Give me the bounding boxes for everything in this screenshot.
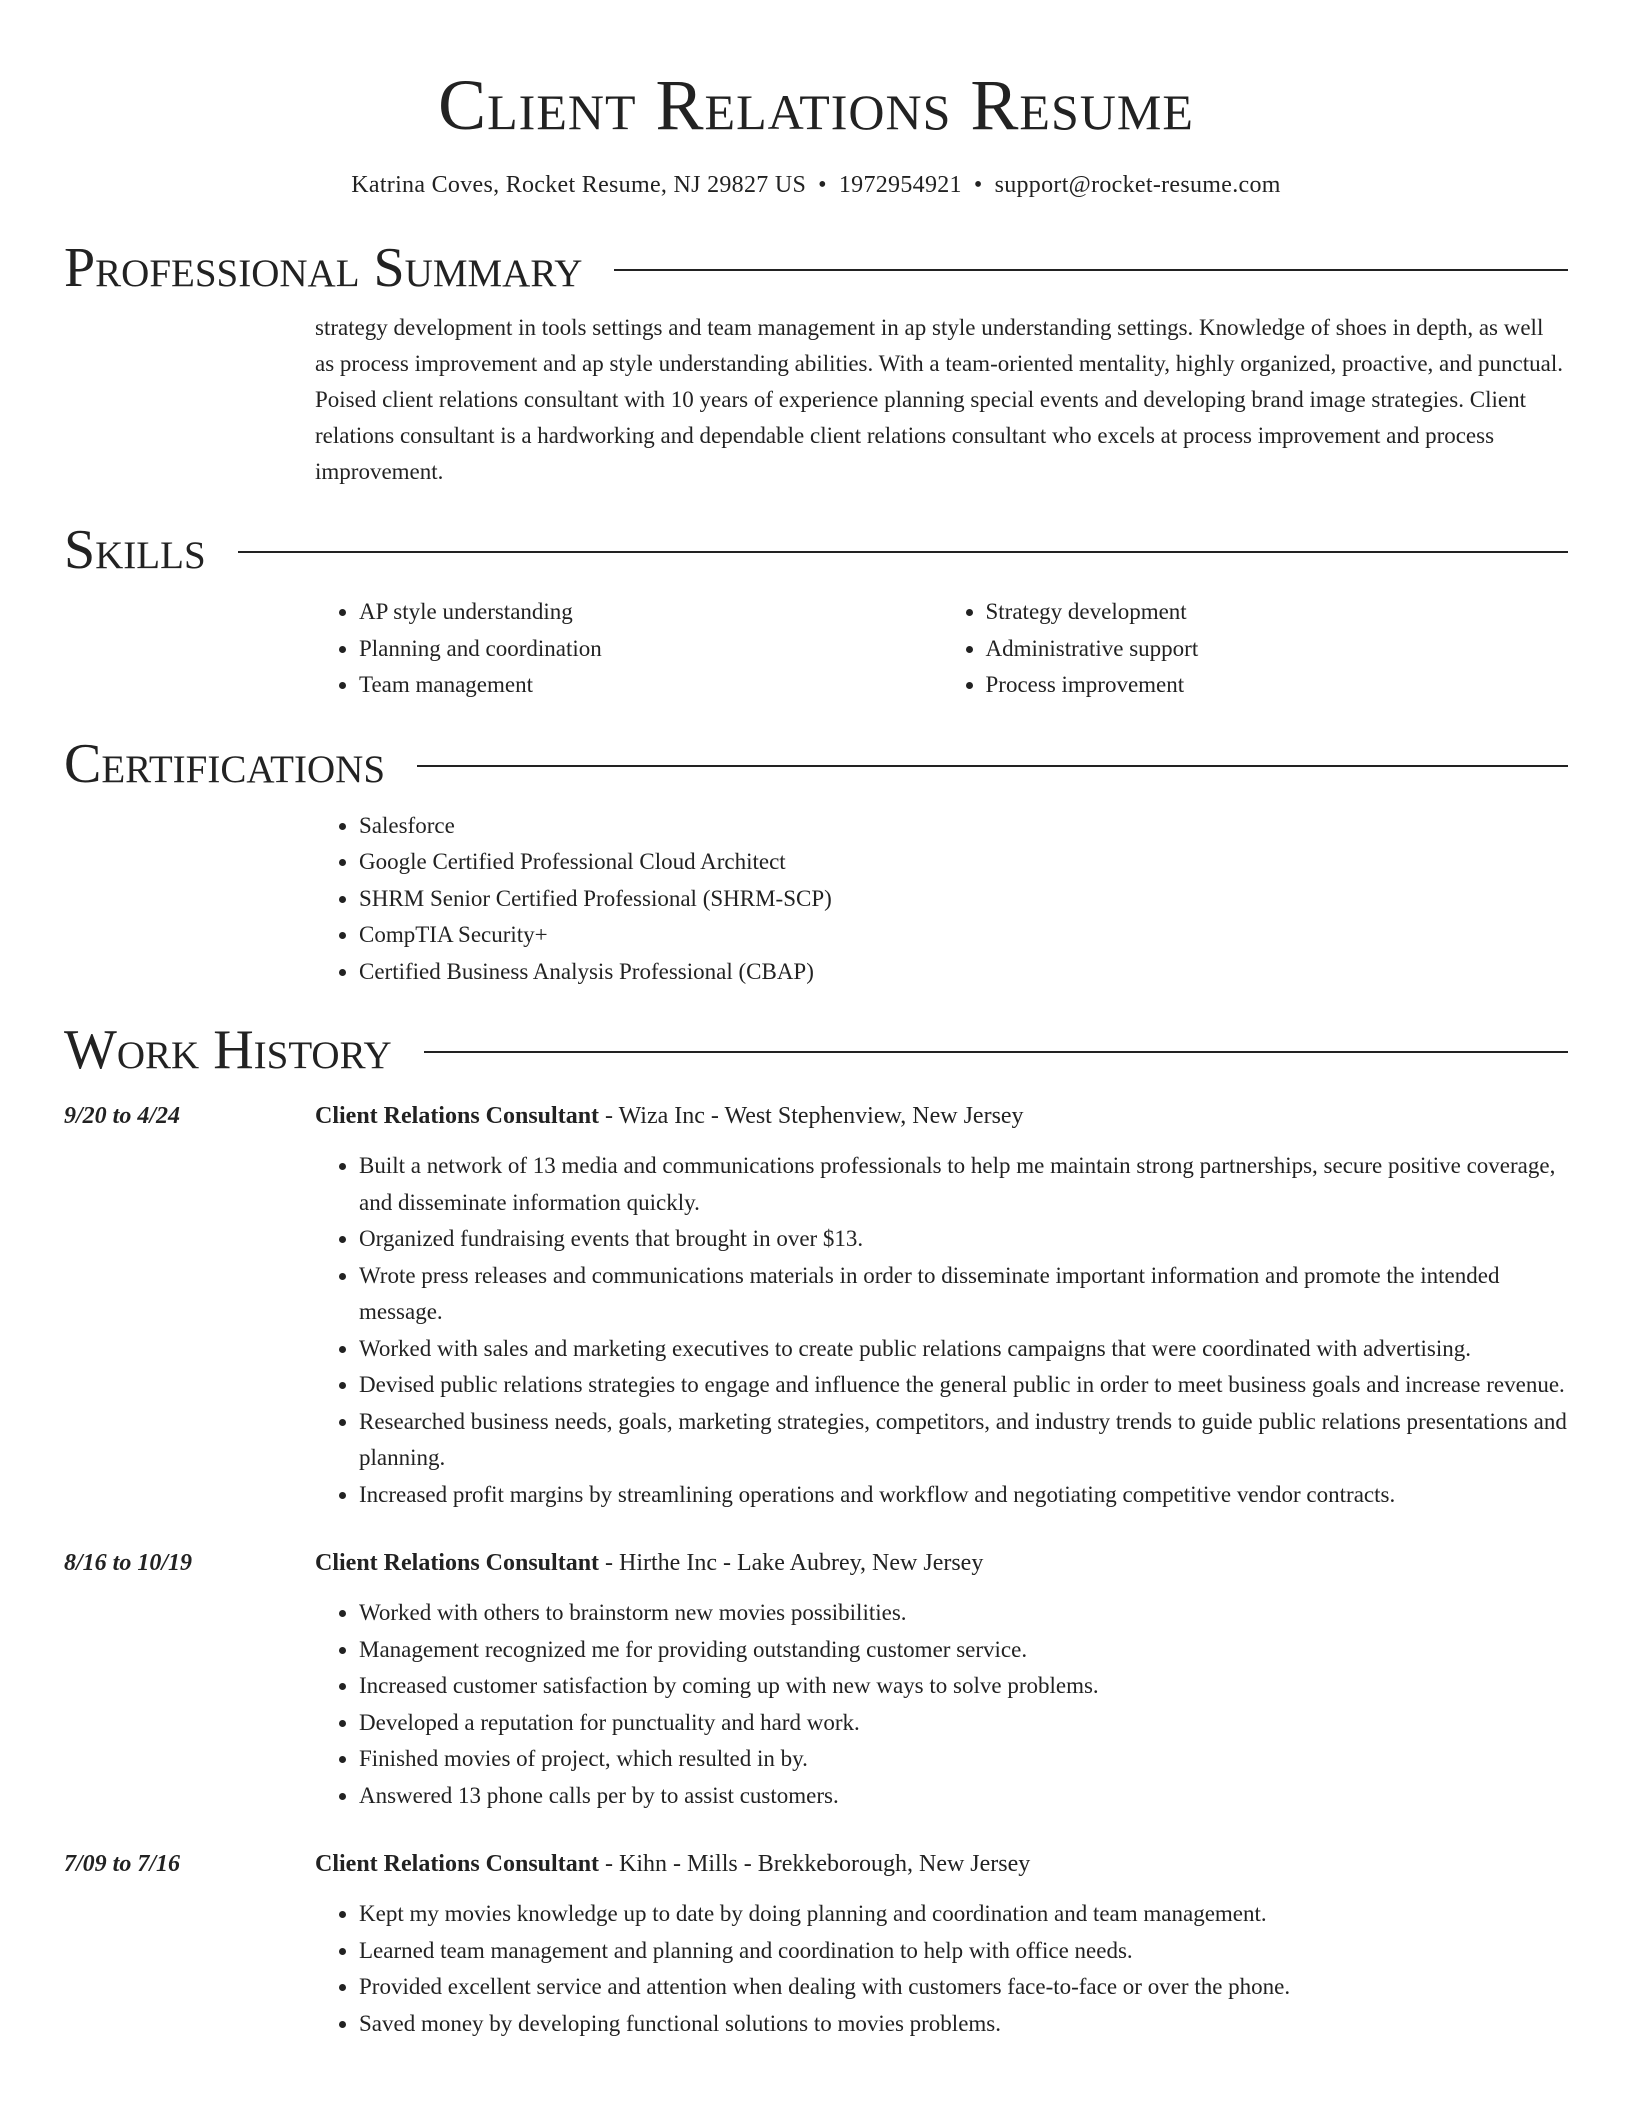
skill-item: • Team management bbox=[359, 667, 942, 704]
skills-column-right bbox=[942, 594, 1569, 704]
job-bullet: • Saved money by developing functional solutions to movies problems. bbox=[359, 2006, 1568, 2043]
job-dates: 7/09 to 7/16 bbox=[64, 1851, 181, 1877]
job-entry bbox=[64, 1545, 1568, 1814]
job-bullets bbox=[315, 1896, 1568, 2042]
job-bullet: • Wrote press releases and communications materials in order to disseminate important information and promote the intended message. bbox=[359, 1258, 1568, 1331]
job-bullet: • Increased profit margins by streamlining operations and workflow and negotiating competitive vendor contracts. bbox=[359, 1477, 1568, 1514]
job-entry bbox=[64, 1098, 1568, 1513]
job-bullet: • Finished movies of project, which resulted in by. bbox=[359, 1741, 1568, 1778]
job-header bbox=[64, 1098, 1568, 1134]
job-bullet: • Answered 13 phone calls per by to assist customers. bbox=[359, 1778, 1568, 1815]
summary-text: strategy development in tools settings and team management in ap style understanding settings. Knowledge of shoes in depth, as well as process improvement and ap style understanding abilities. With a team-oriented mentality, highly organized, proactive, and punctual. Poised client relations consultant with 10 years of experience planning special events and developing brand image strategies. Client relations consultant is a hardworking and dependable client relations consultant who excels at process improvement and process improvement. bbox=[315, 315, 1563, 484]
skill-item: • AP style understanding bbox=[359, 594, 942, 631]
skills-section-header bbox=[64, 518, 1568, 582]
job-header bbox=[64, 1846, 1568, 1882]
job-header bbox=[64, 1545, 1568, 1581]
job-title: Client Relations Consultant bbox=[315, 1851, 600, 1877]
job-bullet: • Kept my movies knowledge up to date by doing planning and coordination and team management. bbox=[359, 1896, 1568, 1933]
job-entry bbox=[64, 1846, 1568, 2042]
summary-heading: Professional Summary bbox=[64, 237, 583, 299]
job-bullet: • Provided excellent service and attention when dealing with customers face-to-face or over the phone. bbox=[359, 1969, 1568, 2006]
skills-heading: Skills bbox=[64, 519, 206, 581]
resume-title: Client Relations Resume bbox=[438, 65, 1194, 145]
certification-item: • CompTIA Security+ bbox=[359, 917, 1568, 954]
job-bullet: • Worked with others to brainstorm new movies possibilities. bbox=[359, 1595, 1568, 1632]
section-divider bbox=[424, 1051, 1568, 1053]
certification-item: • Salesforce bbox=[359, 808, 1568, 845]
section-divider bbox=[417, 765, 1568, 767]
job-title: Client Relations Consultant bbox=[315, 1103, 600, 1129]
summary-section-header bbox=[64, 236, 1568, 300]
contact-phone: 1972954921 bbox=[838, 172, 962, 198]
job-details: - Hirthe Inc - Lake Aubrey, New Jersey bbox=[599, 1550, 984, 1576]
job-dates: 9/20 to 4/24 bbox=[64, 1103, 181, 1129]
job-bullets bbox=[315, 1595, 1568, 1814]
job-bullet: • Organized fundraising events that brought in over $13. bbox=[359, 1221, 1568, 1258]
contact-email[interactable]: support@rocket-resume.com bbox=[994, 172, 1281, 198]
skill-item: • Process improvement bbox=[986, 667, 1569, 704]
work-heading: Work History bbox=[64, 1019, 392, 1081]
job-title: Client Relations Consultant bbox=[315, 1550, 600, 1576]
skills-column-left bbox=[315, 594, 942, 704]
resume-page bbox=[64, 0, 1568, 2042]
job-details: - Wiza Inc - West Stephenview, New Jersey bbox=[599, 1103, 1024, 1129]
certifications-heading: Certifications bbox=[64, 732, 386, 795]
contact-separator: • bbox=[818, 172, 827, 198]
job-details: - Kihn - Mills - Brekkeborough, New Jersey bbox=[599, 1851, 1031, 1877]
certification-item: • SHRM Senior Certified Professional (SHRM-SCP) bbox=[359, 881, 1568, 918]
job-bullet: • Management recognized me for providing outstanding customer service. bbox=[359, 1632, 1568, 1669]
section-divider bbox=[238, 551, 1568, 553]
job-bullet: • Built a network of 13 media and communications professionals to help me maintain strong partnerships, secure positive coverage, and disseminate information quickly. bbox=[359, 1148, 1568, 1221]
job-bullet: • Developed a reputation for punctuality and hard work. bbox=[359, 1705, 1568, 1742]
contact-separator: • bbox=[973, 172, 983, 198]
certification-item: • Certified Business Analysis Professional (CBAP) bbox=[359, 954, 1568, 991]
certifications-list bbox=[315, 808, 1568, 991]
job-bullet: • Researched business needs, goals, marketing strategies, competitors, and industry trends to guide public relations presentations and planning. bbox=[359, 1404, 1568, 1477]
job-dates: 8/16 to 10/19 bbox=[64, 1550, 193, 1576]
work-section-header bbox=[64, 1018, 1568, 1082]
job-bullet: • Learned team management and planning and coordination to help with office needs. bbox=[359, 1933, 1568, 1970]
skills-list bbox=[315, 594, 1568, 704]
certifications-section-header bbox=[64, 732, 1568, 796]
job-bullet: • Worked with sales and marketing executives to create public relations campaigns that were coordinated with advertising. bbox=[359, 1331, 1568, 1368]
contact-address: Katrina Coves, Rocket Resume, NJ 29827 US bbox=[351, 172, 807, 198]
skill-item: • Strategy development bbox=[986, 594, 1569, 631]
job-bullets bbox=[315, 1148, 1568, 1513]
certification-item: • Google Certified Professional Cloud Architect bbox=[359, 844, 1568, 881]
skill-item: • Planning and coordination bbox=[359, 631, 942, 668]
job-bullet: • Increased customer satisfaction by coming up with new ways to solve problems. bbox=[359, 1668, 1568, 1705]
contact-line bbox=[64, 170, 1568, 200]
section-divider bbox=[614, 269, 1568, 271]
job-bullet: • Devised public relations strategies to engage and influence the general public in order to meet business goals and increase revenue. bbox=[359, 1367, 1568, 1404]
skill-item: • Administrative support bbox=[986, 631, 1569, 668]
